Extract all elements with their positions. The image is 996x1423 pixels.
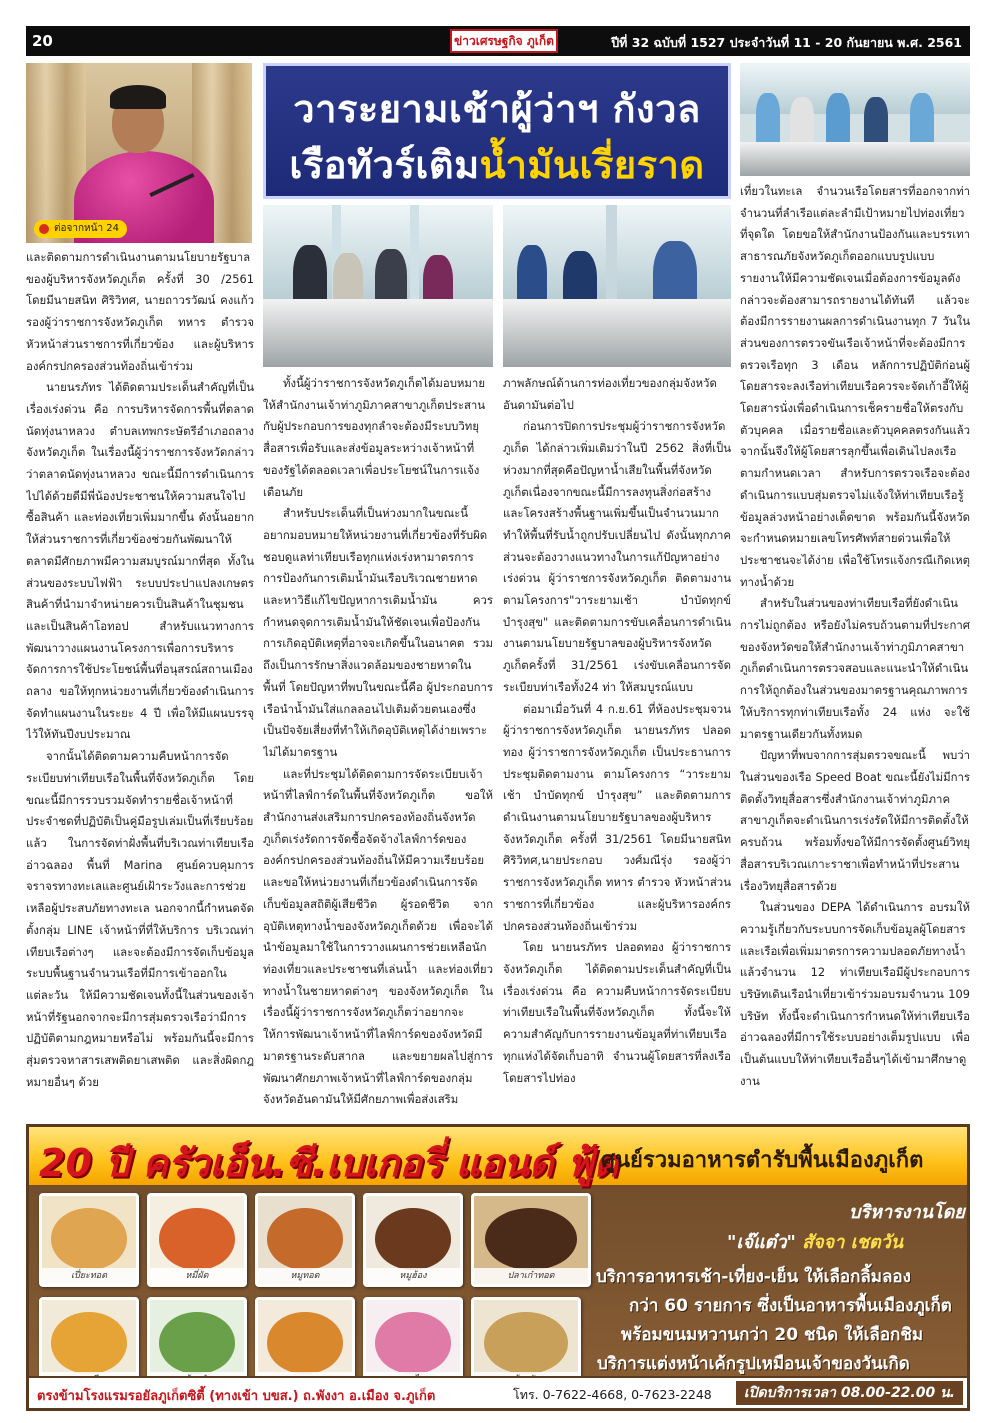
article-paragraph: ภาพลักษณ์ด้านการท่องเที่ยวของกลุ่มจังหวัดอันดามันต่อไป	[503, 376, 717, 412]
ad-phone: โทร. 0-7622-4668, 0-7623-2248	[513, 1387, 712, 1402]
article-column-1	[26, 247, 254, 1111]
dish-photo	[471, 1193, 591, 1287]
ad-manager	[727, 1227, 903, 1256]
article-paragraph: และติดตามการดำเนินงานตามนโยบายรัฐบาลของผู้บริหารจังหวัดภูเก็ต ครั้งที่ 30 /2561 โดยมีนายสนิท ศิริวิทศ, นายถาวรวัฒน์ คงแก้ว รองผู้ว่าราชการจังหวัดภูเก็ต ทหาร ตำรวจ หัวหน้าส่วนราชการที่เกี่ยวข้อง และผู้บริหารองค์กรปกครองส่วนท้องถิ่นเข้าร่วม	[26, 250, 254, 373]
article-column-2	[263, 373, 493, 1111]
article-paragraph: ทั้งนี้ผู้ว่าราชการจังหวัดภูเก็ตได้มอบหมายให้สำนักงานเจ้าท่าภูมิภาคสาขาภูเก็ตประสานกับผู้ประกอบการของทุกลำจะต้องมีระบบวิทยุสื่อสารเพื่อรับและส่งข้อมูลระหว่างเจ้าหน้าที่ของรัฐได้ตลอดเวลาเพื่อประโยชน์ในการแจ้งเตือนภัย	[263, 376, 486, 499]
dish-photo	[255, 1193, 355, 1287]
dish-caption: หมูฮ้อง	[366, 1268, 460, 1284]
article-paragraph: ในส่วนของ DEPA ได้ดำเนินการ อบรมให้ความรู้เกี่ยวกับระบบการจัดเก็บข้อมูลผู้โดยสารและเรือเพื่อเพิ่มมาตรการความปลอดภัยทางน้ำแล้วจำนวน 12 ท่าเทียบเรือมีผู้ประกอบการบริษัทเดินเรือนำเที่ยวเข้าร่วมอบรมจำนวน 109 บริษัท ทั้งนี้จะดำเนินการกำหนดให้ท่าเทียบเรืออ่าวฉลองที่มีการใช้ระบบอย่างเต็มรูปแบบ เพื่อเป็นต้นแบบให้ท่าเทียบเรืออื่นๆได้เข้ามาศึกษาดูงาน	[740, 900, 970, 1088]
governor-photo	[26, 63, 252, 243]
page-header	[26, 26, 970, 56]
meeting-photo-2	[503, 205, 731, 367]
headline-line1: วาระยามเช้าผู้ว่าฯ กังวล	[293, 87, 701, 131]
ad-managed-by: บริหารงานโดย	[849, 1202, 965, 1223]
ad-tagline: ศูนย์รวมอาหารตำรับพื้นเมืองภูเก็ต	[601, 1148, 924, 1173]
dish-caption: เปี่ยะทอด	[42, 1268, 136, 1284]
ad-line-4: บริการแต่งหน้าเค้กรูปเหมือนเจ้าของวันเกิด	[597, 1354, 910, 1374]
article-column-3	[503, 373, 731, 1111]
article-paragraph: โดย นายนรภัทร ปลอดทอง ผู้ว่าราชการจังหวัดภูเก็ต ได้ติดตามประเด็นสำคัญที่เป็นเรื่องเร่งด่วน คือ ความคืบหน้าการจัดระเบียบท่าเทียบเรือในพื้นที่จังหวัดภูเก็ต ทั้งนี้จะให้ความสำคัญกับการรายงานข้อมูลที่ท่าเทียบเรือทุกแห่งได้จัดเก็บอาทิ จำนวนผู้โดยสารที่ลงเรือโดยสารไปท่อง	[503, 940, 731, 1085]
article-paragraph: จากนั้นได้ติดตามความคืบหน้าการจัดระเบียบท่าเทียบเรือในพื้นที่จังหวัดภูเก็ต โดยขณะนี้มีการรวบรวมจัดทำรายชื่อเจ้าหน้าที่ประจำชดที่ปฏิบัติเป็นคู่มือรูปเล่มเป็นที่เรียบร้อยแล้ว ในการจัดท่าฝั่งพื้นที่บริเวณท่าเทียบเรืออ่าวฉลอง พื้นที่ Marina ศูนย์ควบคุมการจราจรทางทะเลและศูนย์เฝ้าระวังและการช่วยเหลือผู้ประสบภัยทางทะเล นอกจากนี้กำหนดจัดตั้งกลุ่ม LINE เจ้าหน้าที่ที่ให้บริการ บริเวณท่าเทียบเรือต่างๆ และจะต้องมีการจัดเก็บข้อมูลระบบพื้นฐานจำนวนเรือที่มีการเข้าออกในแต่ละวัน ให้มีความชัดเจนทั้งนี้ในส่วนของเจ้าหน้าที่รัฐนอกจากจะมีการสุ่มตรวจเรือว่ามีการปฏิบัติตามกฎหมายหรือไม่ พร้อมกันนี้จะมีการสุ่มตรวจหาสารเสพติดยาเสพติด และสิ่งผิดกฎหมายอื่นๆ ด้วย	[26, 749, 254, 1089]
ad-line-2: กว่า 60 รายการ ซึ่งเป็นอาหารพื้นเมืองภูเก็ต	[629, 1296, 952, 1316]
dish-photo	[363, 1193, 463, 1287]
article-column-4	[740, 181, 970, 1111]
dish-caption: หมูทอด	[258, 1268, 352, 1284]
restaurant-advertisement	[26, 1124, 970, 1411]
headline-line2-prefix: เรือทัวร์เติม	[289, 143, 480, 187]
ad-manager-nickname: "เจ๊แต๋ว"	[727, 1232, 796, 1253]
issue-info: ปีที่ 32 ฉบับที่ 1527 ประจำวันที่ 11 - 20 กันยายน พ.ศ. 2561	[611, 35, 962, 50]
article-paragraph: และที่ประชุมได้ติดตามการจัดระเบียบเจ้าหน้าที่ไลฟ์การ์ดในพื้นที่จังหวัดภูเก็ต ขอให้สำนักงานส่งเสริมการปกครองท้องถิ่นจังหวัดภูเก็ตเร่งรัดการจัดซื้อจัดจ้างไลฟ์การ์ดขององค์กรปกครองส่วนท้องถิ่นให้มีความเรียบร้อย และขอให้หน่วยงานที่เกี่ยวข้องดำเนินการจัดเก็บข้อมูลสถิติผู้เสียชีวิต ผู้รอดชีวิต จากอุบัติเหตุทางน้ำของจังหวัดภูเก็ตด้วย เพื่อจะได้นำข้อมูลมาใช้ในการวางแผนการช่วยเหลือนักท่องเที่ยวและประชาชนที่เล่นน้ำ และท่องเที่ยวทางน้ำในชายหาดต่างๆ ของจังหวัดภูเก็ต ในเรื่องนี้ผู้ว่าราชการจังหวัดภูเก็ตว่าอยากจะให้การพัฒนาเจ้าหน้าที่ไลฟ์การ์ดของจังหวัดมีมาตรฐานระดับสากล และขยายผลไปสู่การพัฒนาศักยภาพเจ้าหน้าที่ไลฟ์การ์ดของกลุ่มจังหวัดอันดามันให้มีศักยภาพเพื่อส่งเสริม	[263, 766, 493, 1107]
article-paragraph: ก่อนการปิดการประชุมผู้ว่าราชการจังหวัดภูเก็ต ได้กล่าวเพิ่มเติมว่าในปี 2562 สิ่งที่เป็นห่วงมากที่สุดคือปัญหาน้ำเสียในพื้นที่จังหวัดภูเก็ตเนื่องจากขณะนี้มีการลงทุนสิ่งก่อสร้าง และโครงสร้างพื้นฐานเพิ่มขึ้นเป็นจำนวนมาก ทำให้พื้นที่รับน้ำถูกปรับเปลี่ยนไป ดังนั้นทุกภาคส่วนจะต้องวางแนวทางในการแก้ปัญหาอย่างเร่งด่วน ผู้ว่าราชการจังหวัดภูเก็ต ติดตามงานตามโครงการ"วาระยามเช้า บำบัดทุกข์ บำรุงสุข" และติดตามการขับเคลื่อนการดำเนินงานตามนโยบายรัฐบาลของผู้บริหารจังหวัดภูเก็ตครั้งที่ 31/2561 เร่งขับเคลื่อนการจัดระเบียบท่าเรือทั้ง24 ท่า ให้สมบูรณ์แบบ	[503, 419, 731, 694]
dish-photo	[39, 1193, 139, 1287]
meeting-photo-3	[740, 63, 970, 176]
page-number: 20	[32, 32, 53, 50]
dish-caption: หมี่ผัด	[150, 1268, 244, 1284]
dish-photo	[147, 1193, 247, 1287]
article-paragraph: ปัญหาที่พบจากการสุ่มตรวจขณะนี้ พบว่าในส่วนของเรือ Speed Boat ขณะนี้ยังไม่มีการติดตั้งวิทยุสื่อสารซึ่งสำนักงานเจ้าท่าภูมิภาคสาขาภูเก็ตจะดำเนินการเร่งรัดให้มีการติดตั้งให้ครบถ้วน พร้อมทั้งขอให้มีการจัดตั้งศูนย์วิทยุสื่อสารบริเวณเกาะราชาเพื่อทำหน้าที่ประสานเรื่องวิทยุสื่อสารด้วย	[740, 748, 970, 893]
ad-line-3: พร้อมขนมหวานกว่า 20 ชนิด ให้เลือกชิม	[621, 1325, 924, 1345]
headline-highlight: น้ำมันเรี่ยราด	[479, 143, 705, 187]
ad-title: 20 ปี ครัวเอ็น.ซี.เบเกอรี่ แอนด์ ฟู้ด	[39, 1141, 619, 1185]
article-paragraph: สำหรับประเด็นที่เป็นห่วงมากในขณะนี้ อยากมอบหมายให้หน่วยงานที่เกี่ยวข้องที่รับผิดชอบดูแลท่าเทียบเรือทุกแห่งเร่งหามาตรการการป้องกันการเติมน้ำมันเรือบริเวณชายหาดและหาวิธีแก้ไขปัญหาการเติมน้ำมัน ควรกำหนดจุดการเติมน้ำมันให้ชัดเจนเพื่อป้องกันการเกิดอุบัติเหตุที่อาจจะเกิดขึ้นในอนาคต รวมถึงเป็นการรักษาสิ่งแวดล้อมของชายหาดในพื้นที่ โดยปัญหาที่พบในขณะนี้คือ ผู้ประกอบการเรือนำน้ำมันใส่แกลลอนไปเติมด้วยตนเองซึ่งเป็นปัจจัยเสี่ยงที่ทำให้เกิดอุบัติเหตุได้ง่ายเพราะไม่ได้มาตรฐาน	[263, 506, 493, 759]
ad-manager-name: สัจจา เชตวัน	[802, 1232, 904, 1253]
ad-address: ตรงข้ามโรงแรมรอยัลภูเก็ตซิตี้ (ทางเข้า บขส.) ถ.พังงา อ.เมือง จ.ภูเก็ต	[37, 1389, 436, 1404]
headline-line2	[266, 134, 728, 195]
article-paragraph: นายนรภัทร ได้ติดตามประเด็นสำคัญที่เป็นเรื่องเร่งด่วน คือ การบริหารจัดการพื้นที่ตลาดนัดทุ่งนาหลวง ตำบลเทพกระษัตรีอำเภอถลาง จังหวัดภูเก็ต ในเรื่องนี้ผู้ว่าราชการจังหวัดกล่าวว่าตลาดนัดทุ่งนาหลวง ขณะนี้มีการดำเนินการไปได้ด้วยดีมีพี่น้องประชาชนให้ความสนใจไปซื้อสินค้า และท่องเที่ยวเพิ่มมากขึ้น ดังนั้นอยากให้ส่วนราชการที่เกี่ยวข้องช่วยกันพัฒนาให้ตลาดมีศักยภาพมีความสมบูรณ์มากที่สุด ทั้งในส่วนของระบบไฟฟ้า ระบบประปาแปลงเกษตร สินค้าที่นำมาจำหน่ายควรเป็นสินค้าในชุมชน และเป็นสินค้าโอทอป สำหรับแนวทางการพัฒนาวางแผนงานโครงการเพื่อการบริหารจัดการการใช้ประโยชน์พื้นที่อนุสรณ์สถานเมืองถลาง ขอให้ทุกหน่วยงานที่เกี่ยวข้องดำเนินการจัดทำแผนงานในระยะ 4 ปี เพื่อให้มีแผนบรรจุไว้ให้ทันปีงบประมาณ	[26, 380, 254, 742]
article-paragraph: สำหรับในส่วนของท่าเทียบเรือที่ยังดำเนินการไม่ถูกต้อง หรือยังไม่ครบถ้วนตามที่ประกาศของจังหวัดขอให้สำนักงานเจ้าท่าภูมิภาคสาขาภูเก็ตดำเนินการตรวจสอบและแนะนำให้ดำเนินการให้ถูกต้องในส่วนของมาตรฐานคุณภาพการให้บริการทุกท่าเทียบเรือทั้ง 24 แห่ง จะใช้มาตรฐานเดียวกันทั้งหมด	[740, 596, 970, 741]
dish-caption: ปลาเก๋าทอด	[474, 1268, 588, 1284]
ad-footer	[29, 1376, 967, 1408]
headline-box	[263, 63, 731, 199]
ad-hours: เปิดบริการเวลา 08.00-22.00 น.	[736, 1381, 963, 1405]
article-paragraph: ต่อมาเมื่อวันที่ 4 ก.ย.61 ที่ห้องประชุมจวนผู้ว่าราชการจังหวัดภูเก็ต นายนรภัทร ปลอดทอง ผู้ว่าราชการจังหวัดภูเก็ต เป็นประธานการประชุมติดตามงาน ตามโครงการ “วาระยามเช้า บำบัดทุกข์ บำรุงสุข” และติดตามการดำเนินงานตามนโยบายรัฐบาลของผู้บริหารจังหวัดภูเก็ต ครั้งที่ 31/2561 โดยมีนายสนิท ศิริวิทศ,นายประกอบ วงศ์มณีรุ่ง รองผู้ว่าราชการจังหวัดภูเก็ต ทหาร ตำรวจ หัวหน้าส่วนราชการที่เกี่ยวข้อง และผู้บริหารองค์กรปกครองส่วนท้องถิ่นเข้าร่วม	[503, 701, 731, 933]
meeting-photo-1	[263, 205, 493, 367]
newspaper-logo: ข่าวเศรษฐกิจ ภูเก็ต	[450, 29, 558, 53]
continued-from-tag: ต่อจากหน้า 24	[34, 220, 127, 238]
ad-line-1: บริการอาหารเช้า-เที่ยง-เย็น ให้เลือกลิ้มลอง	[596, 1267, 911, 1287]
article-paragraph: เที่ยวในทะเล จำนวนเรือโดยสารที่ออกจากท่า จำนวนที่ลำเรือแต่ละลำมีเป้าหมายไปท่องเที่ยวที่จุดใด โดยขอให้สำนักงานป้องกันและบรรเทาสาธารณภัยจังหวัดภูเก็ตออกแบบรูปแบบรายงานให้มีความชัดเจนเมื่อต้องการข้อมูลดังกล่าวจะต้องสามารถรายงานได้ทันที แล้วจะต้องมีการรายงานผลการดำเนินงานทุก 7 วันในส่วนของการตรวจขันเรือเจ้าหน้าที่จะต้องมีการตรวจเรือทุก 3 เดือน หลักการปฏิบัติก่อนผู้โดยสารจะลงเรือท่าเทียบเรือควรจะจัดเก้าอี้ให้ผู้โดยสารนั่งเพื่อดำเนินการเช็ครายชื่อให้ตรงกับตัวบุคคล เมื่อรายชื่อและตัวบุคคลตรงกันแล้วจากนั้นจึงให้ผู้โดยสารลุกขึ้นเพื่อเดินไปลงเรือตามกำหนดเวลา สำหรับการตรวจเรือจะต้องดำเนินการแบบสุ่มตรวจไม่แจ้งให้ท่าเทียบเรือรู้ข้อมูลล่วงหน้าอย่างเด็ดขาด พร้อมกันนี้จังหวัดจะกำหนดหมายเลขโทรศัพท์สายด่วนเพื่อให้ประชาชนจะได้ง่าย เพื่อใช้โทรแจ้งกรณีเกิดเหตุทางน้ำด้วย	[740, 184, 970, 589]
